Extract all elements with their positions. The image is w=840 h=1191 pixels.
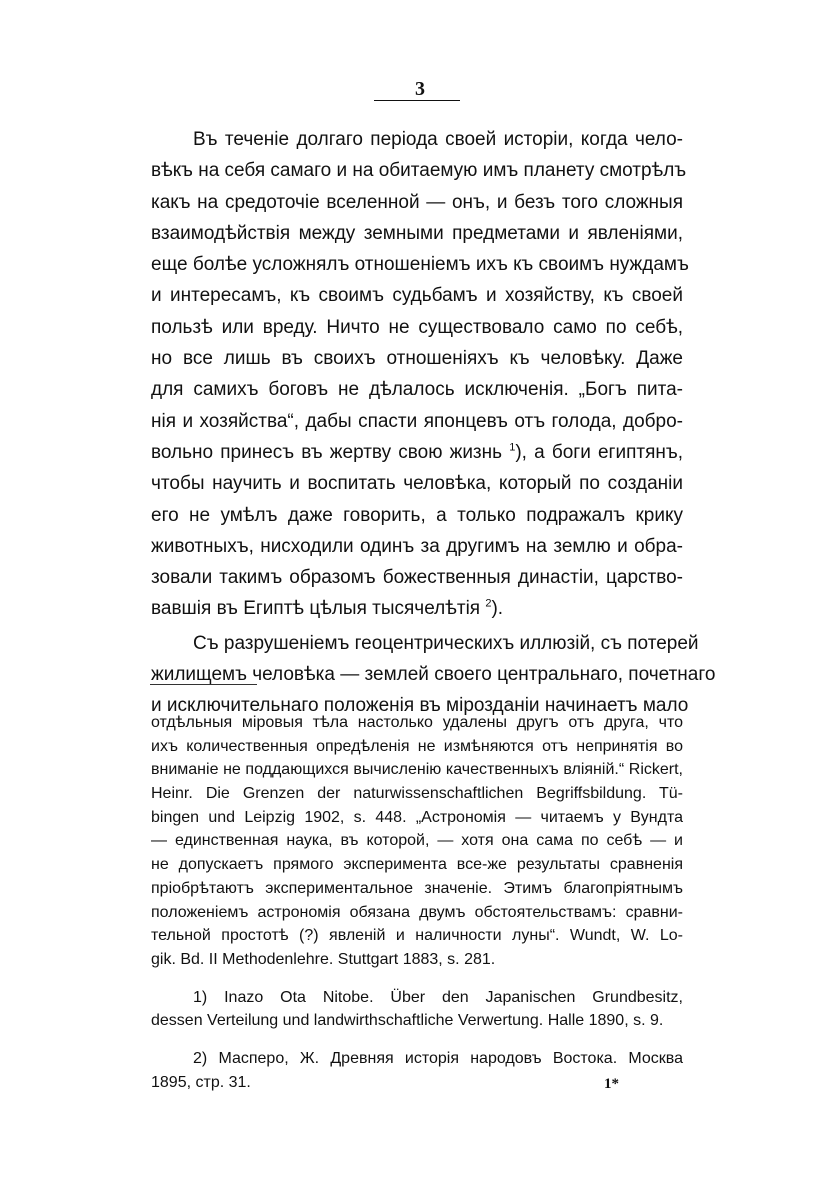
footnote-line: gik. Bd. II Methodenlehre. Stuttgart 1883, s. 281. xyxy=(151,950,496,968)
text-line: еще болѣе усложнялъ отношеніемъ ихъ къ своимъ нуждамъ xyxy=(151,254,689,276)
text-line: пользѣ или вреду. Ничто не существовало само по себѣ, xyxy=(151,316,683,338)
text-line: и исключительнаго положенія въ мірозданіи начинаетъ мало xyxy=(151,695,689,717)
footnote-line: пріобрѣтаютъ экспериментальное значеніе. Этимъ благопріятнымъ xyxy=(151,879,683,897)
text-line: зовали такимъ образомъ божественныя династіи, царство- xyxy=(151,567,683,589)
footnote-line: тельной простотѣ (?) явленій и наличности луны“. Wundt, W. Lo- xyxy=(151,927,683,945)
text-line: Съ разрушеніемъ геоцентрическихъ иллюзій, съ потерей xyxy=(193,632,699,654)
text-line xyxy=(151,437,683,468)
text-line: и интересамъ, къ своимъ судьбамъ и хозяйству, къ своей xyxy=(151,285,683,307)
text-fragment: ). xyxy=(491,598,504,620)
text-line: жилищемъ человѣка — землей своего центральнаго, почетнаго xyxy=(151,664,716,686)
footnotes xyxy=(151,711,683,1094)
text-line: какъ на средоточіе вселенной — онъ, и безъ того сложныя xyxy=(151,191,683,213)
footnote-line: положеніемъ астрономія обязана двумъ обстоятельствамъ: сравни- xyxy=(151,903,683,921)
footnote-rule xyxy=(150,684,257,685)
text-line: его не умѣлъ даже говорить, а только подражалъ крику xyxy=(151,504,683,526)
page-number-rule xyxy=(374,100,460,101)
footnote-line: bingen und Leipzig 1902, s. 448. „Астрономія — читаемъ у Вундта xyxy=(151,808,683,826)
main-text xyxy=(151,124,716,722)
footnote-line: не допускаетъ прямого эксперимента все-же результаты сравненія xyxy=(151,856,683,874)
footnote-2: 2) Масперо, Ж. Древняя исторія народовъ Востока. Москва xyxy=(193,1049,683,1067)
footnote-line: вниманіе не поддающихся вычисленію качественныхъ вліяній.“ Rickert, xyxy=(151,761,683,779)
footnote-line: Heinr. Die Grenzen der naturwissenschaftlichen Begriffsbildung. Tü- xyxy=(151,785,683,803)
footnote-1: 1) Inazo Ota Nitobe. Über den Japanischen Grundbesitz, xyxy=(193,988,683,1006)
text-line: для самихъ боговъ не дѣлалось исключенія. „Богъ пита- xyxy=(151,379,683,401)
footnote-1-cont: dessen Verteilung und landwirthschaftliche Verwertung. Halle 1890, s. 9. xyxy=(151,1012,664,1030)
text-line xyxy=(151,593,683,624)
page-number: 3 xyxy=(415,78,425,100)
text-line: взаимодѣйствія между земными предметами и явленіями, xyxy=(151,222,683,244)
footnote-2-cont: 1895, стр. 31. xyxy=(151,1073,251,1091)
footnote-line: отдѣльныя міровыя тѣла настолько удалены другъ отъ друга, что xyxy=(151,714,683,731)
text-line: вѣкъ на себя самаго и на обитаемую имъ планету смотрѣлъ xyxy=(151,160,687,182)
signature-mark: 1* xyxy=(604,1076,619,1092)
text-line: чтобы научить и воспитать человѣка, который по созданіи xyxy=(151,473,683,495)
text-fragment: вавшія въ Египтѣ цѣлыя тысячелѣтія xyxy=(151,598,481,620)
text-fragment: ), а боги египтянъ, xyxy=(515,441,684,463)
footnote-line: — единственная наука, въ которой, — хотя она сама по себѣ — и xyxy=(151,832,683,850)
footnote-ref-1[interactable]: 1 xyxy=(509,441,516,454)
footnote-line: ихъ количественныя опредѣленія не измѣняются отъ непринятія во xyxy=(151,737,683,755)
footnote-ref-2[interactable]: 2 xyxy=(485,598,492,611)
text-fragment: вольно принесъ въ жертву свою жизнь xyxy=(151,441,503,463)
text-line: нія и хозяйства“, дабы спасти японцевъ отъ голода, добро- xyxy=(151,410,683,432)
text-line: животныхъ, нисходили одинъ за другимъ на землю и обра- xyxy=(151,535,683,557)
text-line: Въ теченіе долгаго періода своей исторіи, когда чело- xyxy=(193,129,683,150)
text-line: но все лишь въ своихъ отношеніяхъ къ человѣку. Даже xyxy=(151,348,683,370)
